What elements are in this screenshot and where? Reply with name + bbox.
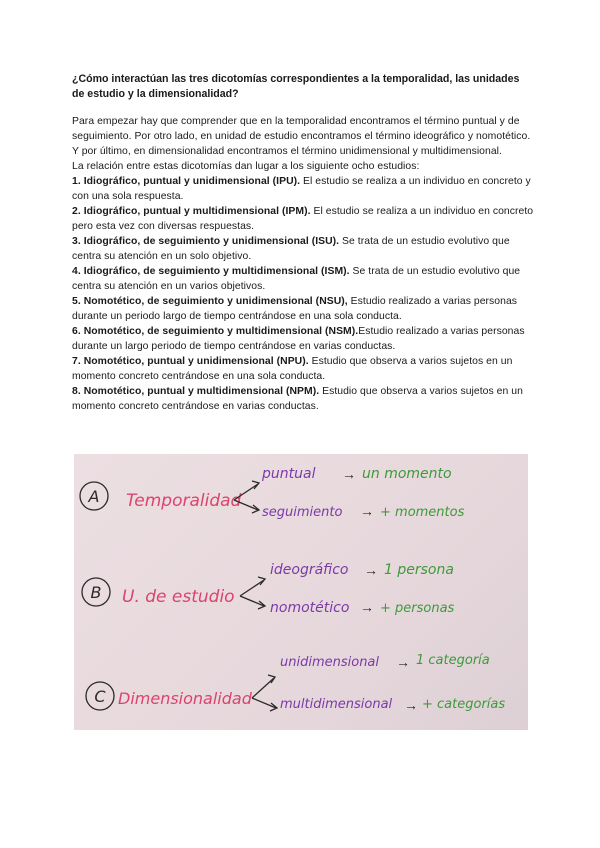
study-description: Estudio realizado a varias personas durante un largo periodo de tiempo centrándose en varias conductas. [72,326,525,352]
branch-result: un momento [362,466,452,482]
branch-arrow: → [342,466,356,482]
study-description: El estudio se realiza a un individuo en concreto y con una sola respuesta. [72,176,531,202]
question-heading: ¿Cómo interactúan las tres dicotomías correspondientes a la temporalidad, las unidades de estudio y la dimensionalidad? [72,73,520,100]
relation-line: La relación entre estas dicotomías dan lugar a los siguiente ocho estudios: [72,161,420,172]
study-title: 2. Idiográfico, puntual y multidimensional (IPM). [72,206,311,217]
branch-arrow: → [360,503,374,519]
study-title: 1. Idiográfico, puntual y unidimensional (IPU). [72,176,301,187]
study-title: 4. Idiográfico, de seguimiento y multidimensional (ISM). [72,266,350,277]
branch-arrow: → [360,599,374,615]
study-item [72,174,534,204]
branch-arrow: → [396,654,410,670]
branch-arrow: → [404,697,418,713]
study-item [72,354,534,384]
diagram-svg [74,454,528,730]
dichotomy-label: U. de estudio [122,587,235,607]
row-letter: B [90,583,102,602]
study-title: 6. Nomotético, de seguimiento y multidimensional (NSM). [72,326,359,337]
branch-term: unidimensional [280,655,380,670]
study-title: 8. Nomotético, puntual y multidimensional (NPM). [72,386,320,397]
studies-list [72,174,534,414]
branch-result: + categorías [422,697,506,712]
answer-body [72,114,534,414]
study-item [72,234,534,264]
dichotomy-label: Temporalidad [126,491,242,511]
branch-arrow: → [364,562,378,578]
study-title: 5. Nomotético, de seguimiento y unidimensional (NSU), [72,296,348,307]
branch-term: ideográfico [270,562,349,578]
branch-term: nomotético [270,600,350,616]
branch-result: 1 persona [384,562,454,578]
study-title: 7. Nomotético, puntual y unidimensional (NPU). [72,356,309,367]
study-description: Se trata de un estudio evolutivo que centra su atención en un varios objetivos. [72,266,521,292]
study-description: Estudio que observa a varios sujetos en un momento concreto centrándose en varias conductas. [72,386,523,412]
intro-paragraph: Para empezar hay que comprender que en la temporalidad encontramos el término puntual y de seguimiento. Por otro lado, en unidad de estudio encontramos el término ideográfico y nomotético. Y por último, en dimensionalidad encontramos el término unidimensional y multidimensional. [72,116,531,157]
row-letter: A [88,487,100,506]
study-description: Estudio que observa a varios sujetos en un momento concreto centrándose en una sola conducta. [72,356,513,382]
branch-term: multidimensional [280,697,393,712]
row-letter: C [94,687,106,706]
diagram-row-c [86,653,505,713]
study-description: Estudio realizado a varias personas durante un periodo largo de tiempo centrándose en una sola conducta. [72,296,518,322]
branch-term: puntual [262,466,316,482]
study-description: El estudio se realiza a un individuo en concreto pero esta vez con diversas respuestas. [72,206,534,232]
dichotomy-label: Dimensionalidad [118,689,252,708]
study-item [72,324,534,354]
study-item [72,384,534,414]
study-description: Se trata de un estudio evolutivo que centra su atención en un solo objetivo. [72,236,510,262]
branch-result: + personas [380,601,455,616]
branch-result: 1 categoría [416,653,490,668]
diagram-row-a [80,466,465,520]
handwritten-diagram-photo [74,454,528,730]
study-item [72,264,534,294]
diagram-row-b [82,562,455,616]
study-title: 3. Idiográfico, de seguimiento y unidimensional (ISU). [72,236,340,247]
study-item [72,294,534,324]
branch-result: + momentos [380,505,465,520]
study-item [72,204,534,234]
branch-term: seguimiento [262,505,343,520]
